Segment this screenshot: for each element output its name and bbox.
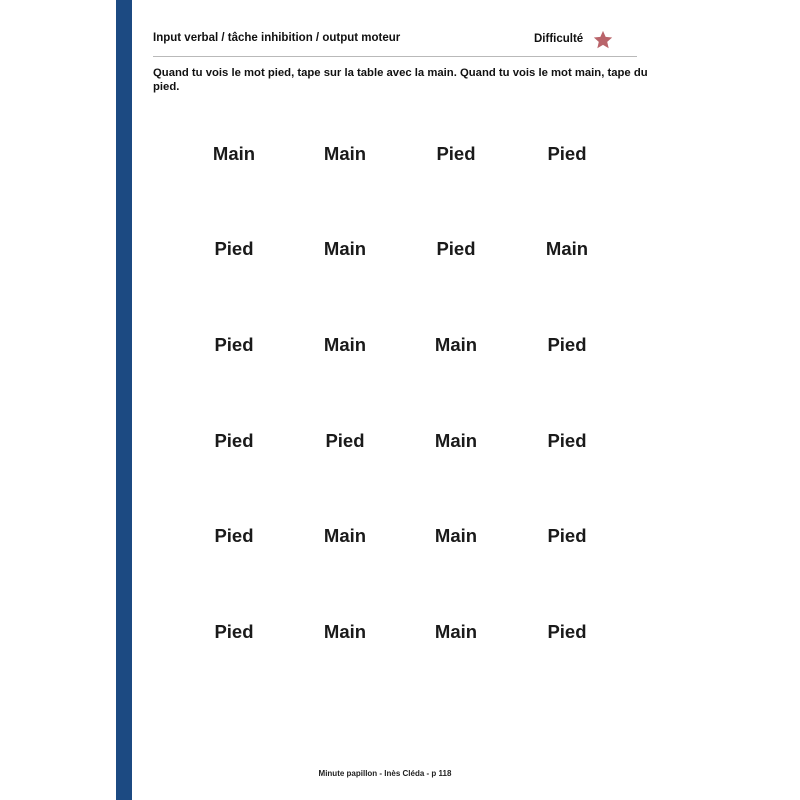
word-cell: Pied bbox=[547, 621, 587, 642]
word-cell: Main bbox=[434, 430, 478, 451]
word-cell: Main bbox=[323, 238, 367, 259]
header-divider bbox=[153, 56, 637, 57]
word-cell: Pied bbox=[547, 334, 587, 355]
word-cell: Main bbox=[323, 143, 367, 164]
word-cell: Main bbox=[323, 334, 367, 355]
word-cell: Pied bbox=[547, 143, 587, 164]
word-cell: Main bbox=[323, 525, 367, 546]
word-cell: Main bbox=[434, 621, 478, 642]
word-cell: Main bbox=[323, 621, 367, 642]
word-cell: Pied bbox=[325, 430, 365, 451]
instruction-text: Quand tu vois le mot pied, tape sur la table avec la main. Quand tu vois le mot main, tape du pied. bbox=[153, 67, 648, 93]
word-cell: Main bbox=[212, 143, 256, 164]
word-cell: Pied bbox=[214, 334, 254, 355]
word-cell: Pied bbox=[547, 525, 587, 546]
word-cell: Main bbox=[434, 334, 478, 355]
word-cell: Main bbox=[434, 525, 478, 546]
star-icon bbox=[592, 29, 614, 51]
word-cell: Main bbox=[545, 238, 589, 259]
header bbox=[153, 30, 613, 52]
word-cell: Pied bbox=[436, 143, 476, 164]
exercise-type-title: Input verbal / tâche inhibition / output moteur bbox=[153, 32, 401, 44]
word-cell: Pied bbox=[214, 430, 254, 451]
word-cell: Pied bbox=[214, 525, 254, 546]
side-color-bar bbox=[116, 0, 132, 800]
word-cell: Pied bbox=[436, 238, 476, 259]
word-cell: Pied bbox=[214, 238, 254, 259]
word-cell: Pied bbox=[214, 621, 254, 642]
difficulty-label: Difficulté bbox=[534, 33, 584, 45]
word-cell: Pied bbox=[547, 430, 587, 451]
page-footer: Minute papillon - Inès Cléda - p 118 bbox=[318, 769, 452, 778]
